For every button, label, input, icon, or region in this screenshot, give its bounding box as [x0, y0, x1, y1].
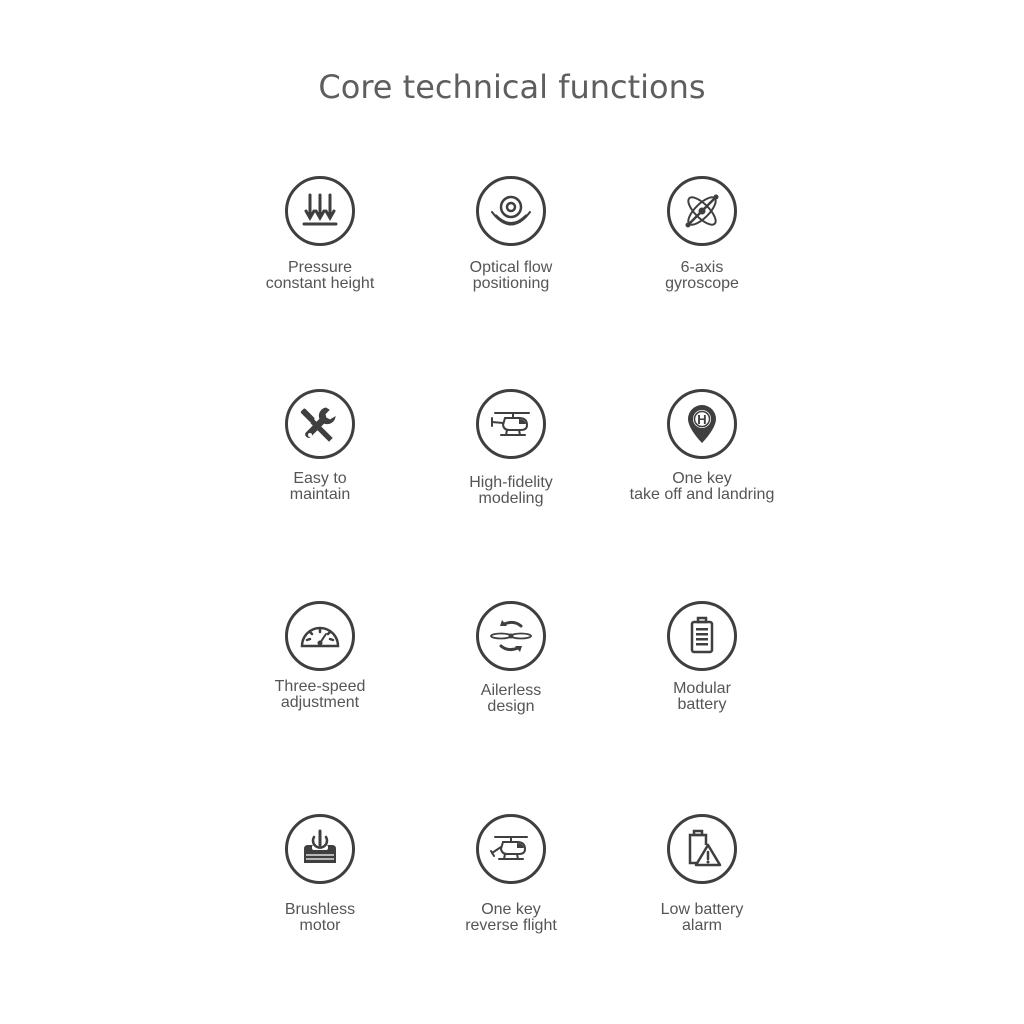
feature-label: Brushless motor: [284, 901, 356, 934]
battery-icon: [667, 601, 737, 671]
feature-label: Modular battery: [673, 680, 731, 713]
speedometer-icon: [285, 601, 355, 671]
page-title: Core technical functions: [318, 68, 706, 106]
feature-easy-maintain: [220, 389, 420, 503]
svg-text:H: H: [697, 412, 707, 427]
tools-icon: [285, 389, 355, 459]
reverse-helicopter-icon: [476, 814, 546, 884]
feature-label: 6-axis gyroscope: [665, 259, 739, 292]
feature-label: High-fidelity modeling: [469, 474, 553, 507]
feature-gyroscope: [602, 176, 802, 292]
feature-label: Optical flow positioning: [469, 259, 553, 292]
feature-optical-flow: [411, 176, 611, 292]
gyroscope-icon: [667, 176, 737, 246]
helicopter-icon: [476, 389, 546, 459]
feature-pressure-height: [220, 176, 420, 292]
optical-sensor-icon: [476, 176, 546, 246]
feature-label: Pressure constant height: [265, 259, 375, 292]
helipad-pin-icon: [667, 389, 737, 459]
pressure-arrows-icon: [285, 176, 355, 246]
feature-label: One key take off and landring: [629, 470, 775, 503]
feature-label: Three-speed adjustment: [274, 678, 366, 711]
feature-three-speed: [220, 601, 420, 711]
feature-high-fidelity: [411, 389, 611, 507]
feature-ailerless: [411, 601, 611, 715]
rotor-rotation-icon: [476, 601, 546, 671]
feature-reverse-flight: [411, 814, 611, 934]
feature-label: Low battery alarm: [660, 901, 744, 934]
feature-label: Easy to maintain: [289, 470, 351, 503]
feature-label: Ailerless design: [480, 682, 542, 715]
feature-low-battery-alarm: [602, 814, 802, 934]
feature-brushless-motor: [220, 814, 420, 934]
low-battery-alarm-icon: [667, 814, 737, 884]
motor-icon: [285, 814, 355, 884]
feature-label: One key reverse flight: [465, 901, 557, 934]
feature-modular-battery: [602, 601, 802, 713]
feature-one-key-takeoff: [602, 389, 802, 503]
